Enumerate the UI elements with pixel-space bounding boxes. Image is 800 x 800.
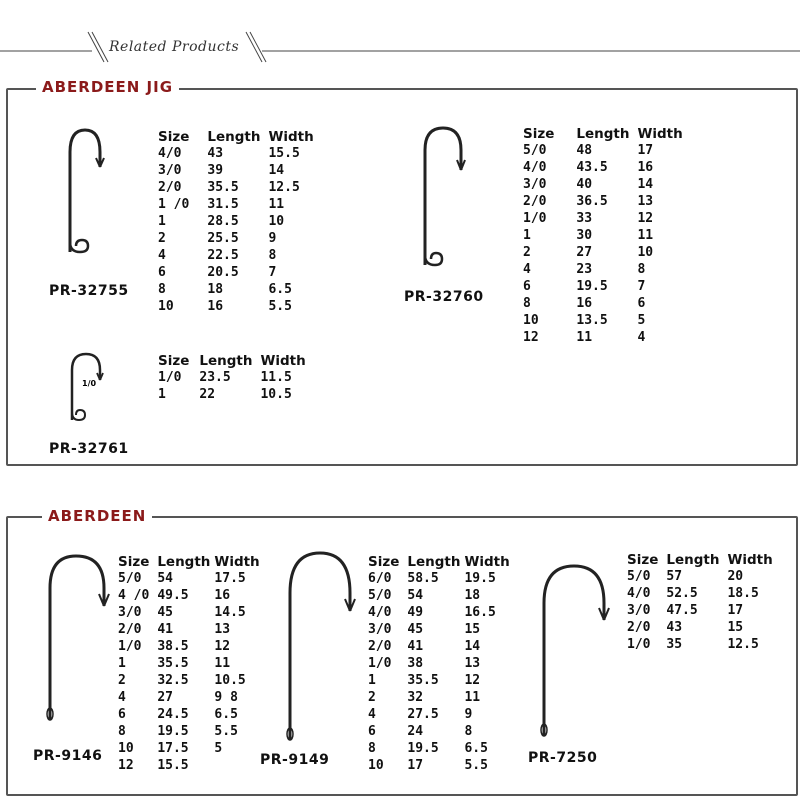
table-row (118, 757, 268, 774)
table-row (368, 604, 518, 621)
table-cell: 14 (464, 639, 481, 654)
table-cell: 28.5 (207, 214, 239, 229)
product-code: PR-32761 (49, 441, 129, 457)
table-row (158, 213, 322, 230)
table-cell: 27 (576, 245, 593, 260)
table-cell: 4 (523, 262, 531, 277)
table-cell: 1 (523, 228, 531, 243)
table-cell: 4/0 (627, 586, 651, 601)
table-cell: 43.5 (576, 160, 608, 175)
table-row (523, 193, 691, 210)
table-cell: 35 (666, 637, 683, 652)
table-row (158, 369, 314, 386)
table-cell: 16 (637, 160, 654, 175)
jig-hook-icon (405, 120, 495, 270)
table-cell: 6.5 (268, 282, 292, 297)
column-header-length: Length (157, 553, 211, 570)
table-row (158, 179, 322, 196)
jig-hook-icon (40, 122, 140, 262)
table-cell: 2 (158, 231, 166, 246)
table-cell: 11.5 (260, 370, 292, 385)
table-row (368, 672, 518, 689)
table-cell: 10.5 (214, 673, 246, 688)
table-cell: 4 /0 (118, 588, 150, 603)
table-cell: 18.5 (727, 586, 759, 601)
table-cell: 11 (637, 228, 654, 243)
table-cell: 15.5 (268, 146, 300, 161)
column-header-width: Width (260, 352, 306, 369)
table-row (523, 244, 691, 261)
table-cell: 5/0 (368, 588, 392, 603)
table-cell: 11 (268, 197, 285, 212)
table-cell: 1/0 (627, 637, 651, 652)
table-cell: 39 (207, 163, 224, 178)
table-row (523, 227, 691, 244)
table-cell: 11 (464, 690, 481, 705)
table-cell: 9 (268, 231, 277, 246)
table-cell: 35.5 (157, 656, 189, 671)
table-cell: 3/0 (158, 163, 182, 178)
table-row (523, 176, 691, 193)
table-cell: 6 (637, 296, 646, 311)
table-cell: 6 (523, 279, 531, 294)
table-cell: 13.5 (576, 313, 608, 328)
table-cell: 1 (118, 656, 126, 671)
table-row (118, 723, 268, 740)
table-row (627, 585, 781, 602)
column-header-size: Size (627, 551, 659, 568)
table-row (523, 312, 691, 329)
table-cell: 49 (407, 605, 424, 620)
table-cell: 23 (576, 262, 593, 277)
column-header-size: Size (158, 352, 190, 369)
spec-table-pr-9146 (118, 553, 268, 774)
table-cell: 5/0 (523, 143, 547, 158)
table-cell: 1/0 (158, 370, 182, 385)
column-header-width: Width (727, 551, 773, 568)
table-cell: 12 (464, 673, 481, 688)
spec-table-pr-32755 (158, 128, 322, 315)
table-row (118, 570, 268, 587)
table-cell: 7 (637, 279, 646, 294)
table-cell: 17.5 (157, 741, 189, 756)
table-row (523, 210, 691, 227)
table-cell: 19.5 (407, 741, 439, 756)
table-cell: 6 (118, 707, 126, 722)
table-cell: 5 (214, 741, 223, 756)
table-row (158, 298, 322, 315)
table-row (523, 295, 691, 312)
table-cell: 5.5 (464, 758, 488, 773)
table-cell: 19.5 (576, 279, 608, 294)
table-row (368, 621, 518, 638)
table-cell: 5.5 (268, 299, 292, 314)
table-cell: 57 (666, 569, 683, 584)
table-cell: 30 (576, 228, 593, 243)
column-header-width: Width (214, 553, 260, 570)
table-cell: 5/0 (118, 571, 142, 586)
table-cell: 1 /0 (158, 197, 190, 212)
table-cell: 14 (637, 177, 654, 192)
table-cell: 32 (407, 690, 424, 705)
table-cell: 14.5 (214, 605, 246, 620)
table-cell: 9 (464, 707, 473, 722)
table-row (523, 261, 691, 278)
table-row (368, 689, 518, 706)
column-header-size: Size (368, 553, 400, 570)
table-cell: 16.5 (464, 605, 496, 620)
table-cell: 18 (464, 588, 481, 603)
banner-title: Related Products (109, 39, 240, 55)
table-cell: 5/0 (627, 569, 651, 584)
table-cell: 17 (727, 603, 744, 618)
table-cell: 32.5 (157, 673, 189, 688)
table-cell: 19.5 (157, 724, 189, 739)
table-row (368, 638, 518, 655)
table-row (627, 602, 781, 619)
table-row (368, 655, 518, 672)
table-cell: 31.5 (207, 197, 239, 212)
table-cell: 6/0 (368, 571, 392, 586)
table-cell: 13 (214, 622, 231, 637)
table-cell: 15 (727, 620, 744, 635)
table-row (118, 587, 268, 604)
table-cell: 41 (157, 622, 173, 637)
table-cell: 4/0 (523, 160, 547, 175)
table-cell: 52.5 (666, 586, 698, 601)
spec-table-pr-9149 (368, 553, 518, 774)
table-cell: 4 (637, 330, 646, 345)
column-header-length: Length (199, 352, 253, 369)
table-cell: 8 (268, 248, 277, 263)
column-header-size: Size (118, 553, 150, 570)
table-row (158, 386, 314, 403)
table-row (627, 636, 781, 653)
table-cell: 4 (118, 690, 126, 705)
table-row (158, 247, 322, 264)
table-cell: 10 (268, 214, 285, 229)
table-cell: 48 (576, 143, 593, 158)
table-row (368, 740, 518, 757)
table-cell: 9 8 (214, 690, 238, 705)
table-row (118, 706, 268, 723)
table-row (368, 706, 518, 723)
table-cell: 3/0 (627, 603, 651, 618)
table-cell: 10 (158, 299, 174, 314)
table-cell: 12.5 (268, 180, 300, 195)
aberdeen-jig-title: ABERDEEN JIG (36, 78, 179, 96)
table-row (158, 230, 322, 247)
table-row (118, 672, 268, 689)
table-cell: 12 (214, 639, 231, 654)
table-cell: 15.5 (157, 758, 189, 773)
table-cell: 10 (523, 313, 539, 328)
column-header-width: Width (637, 125, 683, 142)
table-row (118, 655, 268, 672)
table-cell: 8 (368, 741, 376, 756)
column-header-length: Length (207, 128, 261, 145)
table-cell: 15 (464, 622, 481, 637)
table-cell: 45 (407, 622, 424, 637)
column-header-width: Width (268, 128, 314, 145)
table-row (627, 568, 781, 585)
table-cell: 5 (637, 313, 646, 328)
table-cell: 10 (118, 741, 134, 756)
table-row (158, 145, 322, 162)
table-cell: 19.5 (464, 571, 496, 586)
table-cell: 38 (407, 656, 424, 671)
table-cell: 13 (464, 656, 481, 671)
table-cell: 14 (268, 163, 285, 178)
table-cell: 4/0 (158, 146, 182, 161)
table-cell: 33 (576, 211, 593, 226)
table-row (158, 264, 322, 281)
column-header-size: Size (158, 128, 190, 145)
related-products-banner (0, 0, 800, 70)
table-cell: 2 (368, 690, 376, 705)
table-cell: 17 (637, 143, 654, 158)
table-row (118, 689, 268, 706)
table-cell: 43 (207, 146, 224, 161)
table-cell: 2/0 (158, 180, 182, 195)
table-row (368, 587, 518, 604)
spec-table-pr-32760 (523, 125, 691, 346)
spec-table-pr-32761 (158, 352, 314, 403)
aberdeen-hook-icon (38, 548, 118, 728)
table-cell: 35.5 (407, 673, 439, 688)
column-header-width: Width (464, 553, 510, 570)
table-row (158, 281, 322, 298)
table-cell: 2/0 (627, 620, 651, 635)
table-cell: 11 (576, 330, 593, 345)
table-cell: 35.5 (207, 180, 239, 195)
table-cell: 1 (158, 387, 166, 402)
table-cell: 8 (118, 724, 126, 739)
table-cell: 12 (118, 758, 134, 773)
table-cell: 54 (407, 588, 424, 603)
table-cell: 8 (158, 282, 166, 297)
table-cell: 41 (407, 639, 424, 654)
table-cell: 17 (407, 758, 424, 773)
table-cell: 11 (214, 656, 231, 671)
table-cell: 10 (368, 758, 384, 773)
table-cell: 4 (368, 707, 376, 722)
aberdeen-hook-icon (532, 558, 612, 743)
table-row (368, 757, 518, 774)
table-cell: 4/0 (368, 605, 392, 620)
table-cell: 12 (523, 330, 539, 345)
table-cell: 20 (727, 569, 744, 584)
table-cell: 27 (157, 690, 173, 705)
table-row (158, 196, 322, 213)
banner-ornament (0, 0, 800, 70)
table-cell: 2 (523, 245, 531, 260)
table-cell: 54 (157, 571, 173, 586)
product-code: PR-9149 (260, 752, 330, 768)
table-row (523, 278, 691, 295)
table-cell: 2 (118, 673, 126, 688)
table-row (627, 619, 781, 636)
table-cell: 16 (207, 299, 224, 314)
table-cell: 6 (158, 265, 166, 280)
table-row (158, 162, 322, 179)
table-cell: 16 (576, 296, 593, 311)
table-cell: 1/0 (523, 211, 547, 226)
table-cell: 43 (666, 620, 683, 635)
table-cell: 22 (199, 387, 216, 402)
aberdeen-hook-icon (278, 545, 358, 745)
table-cell: 12.5 (727, 637, 759, 652)
table-row (118, 621, 268, 638)
table-row (368, 570, 518, 587)
table-cell: 23.5 (199, 370, 231, 385)
table-cell: 6 (368, 724, 376, 739)
table-cell: 1/0 (118, 639, 142, 654)
table-row (523, 142, 691, 159)
jig-hook-icon (62, 348, 122, 428)
table-cell: 22.5 (207, 248, 239, 263)
column-header-size: Size (523, 125, 555, 142)
table-cell: 13 (637, 194, 654, 209)
table-cell: 1 (158, 214, 166, 229)
table-cell: 49.5 (157, 588, 189, 603)
product-code: PR-32760 (404, 289, 484, 305)
table-cell: 8 (637, 262, 646, 277)
table-cell: 18 (207, 282, 224, 297)
table-cell: 36.5 (576, 194, 608, 209)
aberdeen-title: ABERDEEN (42, 507, 152, 525)
table-cell: 10 (637, 245, 654, 260)
table-cell: 3/0 (118, 605, 142, 620)
table-cell: 3/0 (368, 622, 392, 637)
table-cell: 8 (523, 296, 531, 311)
table-cell: 2/0 (118, 622, 142, 637)
column-header-length: Length (576, 125, 630, 142)
table-cell: 10.5 (260, 387, 292, 402)
hook-size-label: 1/0 (82, 379, 97, 388)
column-header-length: Length (666, 551, 720, 568)
product-code: PR-9146 (33, 748, 103, 764)
column-header-length: Length (407, 553, 461, 570)
table-row (118, 604, 268, 621)
table-cell: 16 (214, 588, 231, 603)
table-cell: 38.5 (157, 639, 189, 654)
table-cell: 24.5 (157, 707, 189, 722)
table-cell: 2/0 (523, 194, 547, 209)
product-code: PR-7250 (528, 750, 598, 766)
table-cell: 7 (268, 265, 277, 280)
table-cell: 58.5 (407, 571, 439, 586)
table-cell: 40 (576, 177, 593, 192)
product-code: PR-32755 (49, 283, 129, 299)
table-cell: 6.5 (214, 707, 238, 722)
table-cell: 5.5 (214, 724, 238, 739)
table-cell: 24 (407, 724, 424, 739)
table-cell: 25.5 (207, 231, 239, 246)
table-cell: 4 (158, 248, 166, 263)
table-cell: 17.5 (214, 571, 246, 586)
table-cell: 45 (157, 605, 173, 620)
table-row (523, 329, 691, 346)
table-row (118, 740, 268, 757)
table-cell: 27.5 (407, 707, 439, 722)
table-cell: 47.5 (666, 603, 698, 618)
table-row (523, 159, 691, 176)
table-cell: 6.5 (464, 741, 488, 756)
table-row (368, 723, 518, 740)
table-cell: 20.5 (207, 265, 239, 280)
table-row (118, 638, 268, 655)
table-cell: 12 (637, 211, 654, 226)
table-cell: 3/0 (523, 177, 547, 192)
table-cell: 2/0 (368, 639, 392, 654)
spec-table-pr-7250 (627, 551, 781, 653)
table-cell: 1 (368, 673, 376, 688)
table-cell: 8 (464, 724, 473, 739)
table-cell: 1/0 (368, 656, 392, 671)
